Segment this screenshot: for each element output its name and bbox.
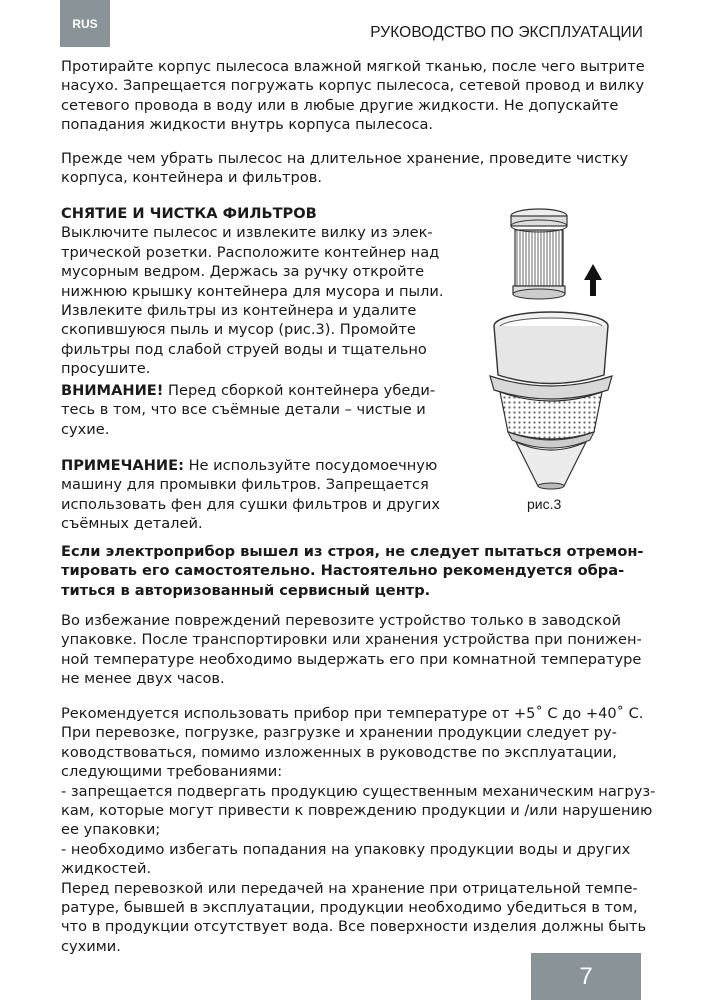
text-line: Извлеките фильтры из контейнера и удалите: [61, 302, 417, 320]
figure-caption: рис.3: [527, 496, 562, 512]
text-line: - запрещается подвергать продукцию существенным механическим нагруз-: [61, 782, 656, 800]
note-block: [61, 456, 441, 534]
text-line: тировать его самостоятельно. Настоятельно рекомендуется обра-: [61, 562, 625, 580]
text-line: не менее двух часов.: [61, 670, 225, 688]
text-line: корпуса, контейнера и фильтров.: [61, 169, 322, 187]
filters-section: [61, 204, 444, 379]
attention-label: ВНИМАНИЕ!: [61, 382, 164, 399]
text-line: Протирайте корпус пылесоса влажной мягкой тканью, после чего вытрите: [61, 58, 645, 75]
dust-container: [490, 312, 612, 489]
text-line: сухие.: [61, 420, 110, 438]
text-line: съёмных деталей.: [61, 515, 203, 533]
attention-note: [61, 381, 441, 439]
text-line: трической розетки. Расположите контейнер над: [61, 243, 440, 261]
language-label: RUS: [72, 16, 98, 31]
text-line: насухо. Запрещается погружать корпус пылесоса, сетевой провод и вилку: [61, 77, 645, 95]
text-line: скопившуюся пыль и мусор (рис.3). Промойте: [61, 321, 416, 339]
text-line: следующими требованиями:: [61, 763, 283, 781]
page-number-box: [531, 953, 641, 1000]
text-line: тесь в том, что все съёмные детали – чистые и: [61, 401, 426, 419]
text-line: ководствоваться, помимо изложенных в руководстве по эксплуатации,: [61, 743, 617, 761]
text-line: фильтры под слабой струей воды и тщательно: [61, 340, 427, 358]
text-line: Прежде чем убрать пылесос на длительное хранение, проведите чистку: [61, 150, 629, 167]
text-line: жидкостей.: [61, 860, 152, 878]
cleaning-paragraph: [61, 57, 644, 135]
note-label: ПРИМЕЧАНИЕ:: [61, 457, 184, 474]
text-line: ной температуре необходимо выдержать его при комнатной температуре: [61, 650, 642, 668]
text-line: При перевозке, погрузке, разгрузке и хранении продукции следует ру-: [61, 724, 617, 742]
text-line: сетевого провода в воду или в любые другие жидкости. Не допускайте: [61, 96, 619, 114]
text-line: сухими.: [61, 937, 121, 955]
filter-cartridge: [511, 209, 567, 299]
text-line: мусорным ведром. Держась за ручку откройте: [61, 263, 425, 281]
text-line: Если электроприбор вышел из строя, не следует пытаться отремон-: [61, 543, 644, 560]
text-line: Рекомендуется использовать прибор при температуре от +5˚ С до +40˚ С.: [61, 705, 644, 722]
language-tab: [60, 0, 110, 47]
text-line: Перед сборкой контейнера убеди-: [163, 382, 436, 399]
recommendations-paragraph: [61, 704, 656, 956]
text-line: ее упаковки;: [61, 821, 161, 839]
section-heading: СНЯТИЕ И ЧИСТКА ФИЛЬТРОВ: [61, 205, 317, 222]
storage-paragraph: [61, 149, 644, 188]
text-line: попадания жидкости внутрь корпуса пылесоса.: [61, 116, 434, 134]
text-line: машину для промывки фильтров. Запрещается: [61, 476, 429, 494]
text-line: ратуре, бывшей в эксплуатации, продукции необходимо убедиться в том,: [61, 899, 638, 917]
arrow-up-icon: [584, 264, 602, 296]
filter-container-illustration: [462, 200, 662, 520]
service-warning: [61, 542, 644, 600]
text-line: Во избежание повреждений перевозите устройство только в заводской: [61, 612, 621, 629]
text-line: кам, которые могут привести к повреждению продукции и /или нарушению: [61, 802, 653, 820]
text-line: Не используйте посудомоечную: [183, 457, 438, 474]
text-line: использовать фен для сушки фильтров и других: [61, 495, 441, 513]
page-header-title: РУКОВОДСТВО ПО ЭКСПЛУАТАЦИИ: [370, 24, 643, 41]
transport-paragraph: [61, 611, 644, 689]
text-line: Перед перевозкой или передачей на хранение при отрицательной темпе-: [61, 879, 638, 897]
text-line: Выключите пылесос и извлеките вилку из элек-: [61, 224, 433, 242]
text-line: просушите.: [61, 360, 151, 378]
text-line: нижнюю крышку контейнера для мусора и пыли.: [61, 282, 444, 300]
text-line: титься в авторизованный сервисный центр.: [61, 581, 431, 599]
page-number: 7: [579, 962, 593, 990]
text-line: что в продукции отсутствует вода. Все поверхности изделия должны быть: [61, 918, 647, 936]
text-line: - необходимо избегать попадания на упаковку продукции воды и других: [61, 840, 631, 858]
text-line: упаковке. После транспортировки или хранения устройства при понижен-: [61, 631, 642, 649]
